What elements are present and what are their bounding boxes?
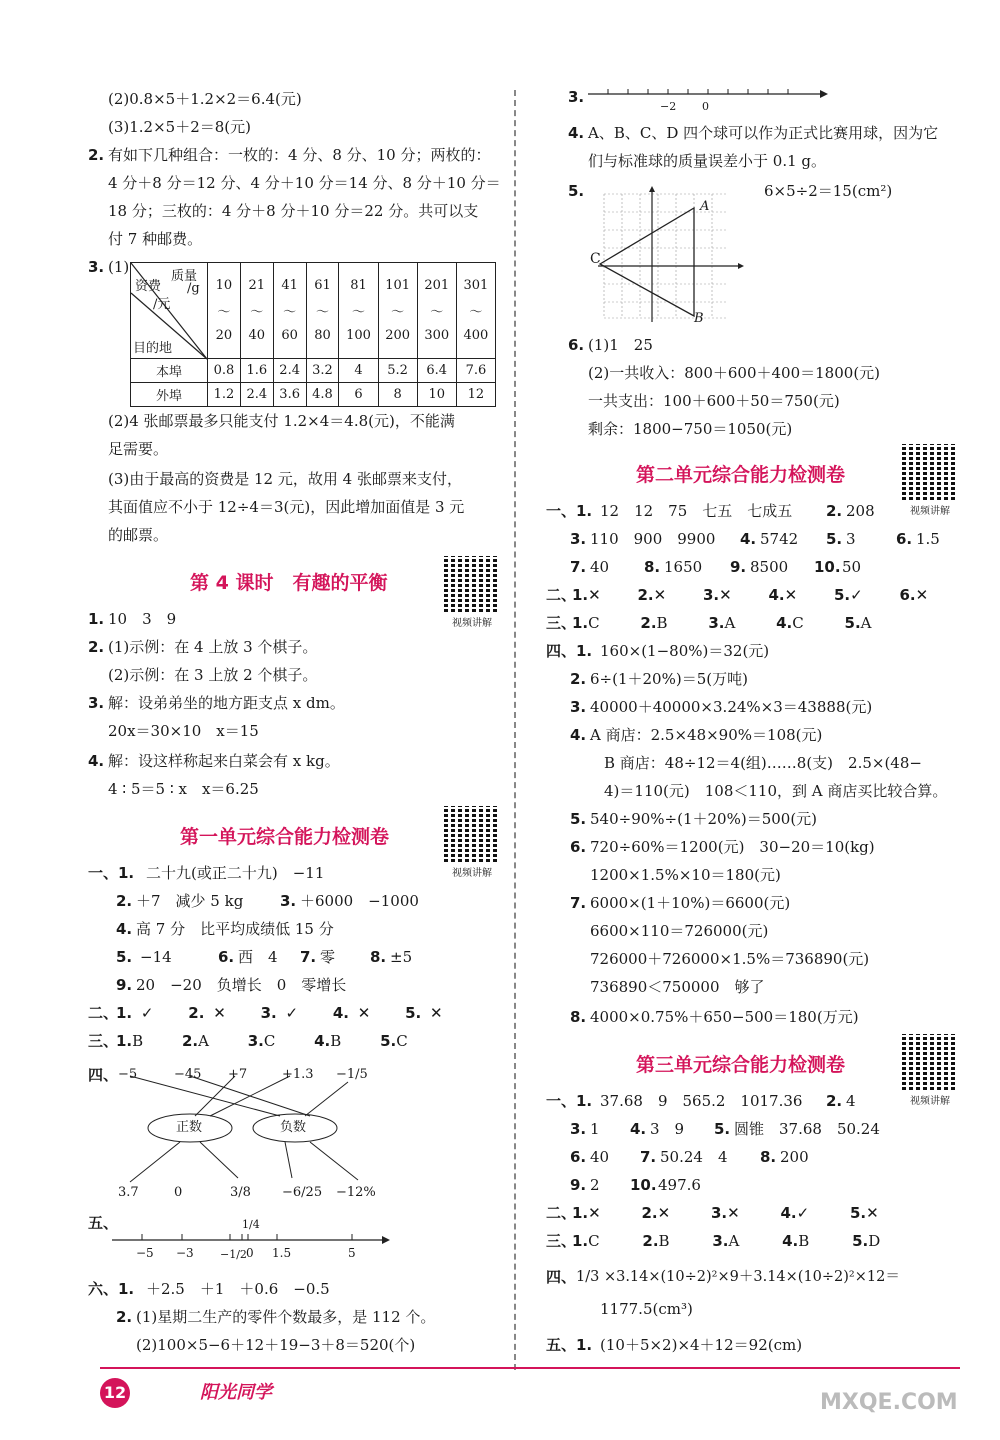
answer-line: (3)由于最高的资费是 12 元，故用 4 张邮票来支付， — [108, 470, 462, 488]
postage-table — [130, 262, 496, 407]
table-cell: 101 ～ 200 — [378, 263, 417, 359]
item-number: 2. — [570, 670, 587, 688]
answer-line: 37.68 9 565.2 1017.36 — [600, 1092, 803, 1110]
answer-line: 1177.5(cm³) — [600, 1300, 693, 1318]
item-number: 3. — [88, 694, 105, 712]
item-number: 1. — [88, 610, 105, 628]
corner-label: 目的地 — [133, 341, 173, 356]
item-number: 二、 — [546, 1204, 577, 1222]
table-cell: 21 ～ 40 — [240, 263, 273, 359]
item-number: 四、 — [88, 1066, 119, 1084]
table-cell: 61 ～ 80 — [306, 263, 339, 359]
answer-line: 4 ∶ 5＝5 ∶ x x＝6.25 — [108, 780, 259, 798]
item-number: 4. — [568, 124, 585, 142]
cloud-number: −5 — [118, 1067, 138, 1082]
item-number: 四、 — [546, 1268, 577, 1286]
answer-line: (2)100×5−6＋12＋19−3＋8＝520(个) — [136, 1336, 416, 1354]
item-number: 8. — [760, 1148, 777, 1166]
row-label: 外埠 — [131, 383, 208, 407]
answer-line: 二十九(或正二十九) −11 — [146, 864, 325, 882]
item-number: 一、1. — [546, 1092, 593, 1110]
item-number: 5. — [714, 1120, 731, 1138]
item-number: 8. — [644, 558, 661, 576]
answer-line: (1) — [108, 258, 130, 276]
cloud-number: +7 — [228, 1067, 248, 1082]
answer-line: 3 9 — [650, 1120, 685, 1138]
table-cell: 3.2 — [306, 359, 339, 383]
answer-line: 4)＝110(元) 108＜110，到 A 商店买比较合算。 — [604, 782, 948, 800]
answer-line: 1.C 2.B 3.A 4.C 5.A — [572, 614, 872, 632]
answer-line: 4000×0.75%＋650−500＝180(万元) — [590, 1008, 859, 1026]
item-number: 7. — [640, 1148, 657, 1166]
cloud-number: 0 — [174, 1185, 183, 1200]
table-cell: 81 ～ 100 — [339, 263, 378, 359]
corner-label: /g — [187, 281, 200, 296]
answer-line: 736890＜750000 够了 — [590, 978, 765, 996]
answer-line: 726000＋726000×1.5%＝736890(元) — [590, 950, 870, 968]
answer-line: (3)1.2×5＋2＝8(元) — [108, 118, 252, 136]
table-cell: 12 — [456, 383, 495, 407]
table-cell: 41 ～ 60 — [273, 263, 306, 359]
answer-line: (10＋5×2)×4＋12＝92(cm) — [600, 1336, 803, 1354]
tick-label: 1/4 — [242, 1218, 260, 1231]
tick-label: −1/2 — [220, 1248, 247, 1261]
answer-line: 6600×110＝726000(元) — [590, 922, 769, 940]
answer-line: 1650 — [664, 558, 703, 576]
item-number: 8. — [570, 1008, 587, 1026]
answer-line: 1200×1.5%×10＝180(元) — [590, 866, 781, 884]
negative-cloud-label: 负数 — [280, 1120, 307, 1135]
tick-label: 0 — [702, 100, 709, 113]
answer-line: 6×5÷2＝15(cm²) — [764, 182, 893, 200]
table-cell: 4 — [339, 359, 378, 383]
cloud-number: 3/8 — [230, 1185, 251, 1200]
answer-line: (2)示例：在 3 上放 2 个棋子。 — [108, 666, 318, 684]
answer-line: 5742 — [760, 530, 799, 548]
answer-line: ＋6000 −1000 — [300, 892, 419, 910]
answer-line: (1)示例：在 4 上放 3 个棋子。 — [108, 638, 318, 656]
qr-label: 视频讲解 — [910, 1096, 950, 1107]
answer-line: 6÷(1＋20%)＝5(万吨) — [590, 670, 748, 688]
tick-label: −3 — [176, 1246, 194, 1260]
answer-line: 1.5 — [916, 530, 940, 548]
watermark: MXQE.COM — [820, 1390, 958, 1415]
answer-line: 3 — [846, 530, 856, 548]
cloud-number: −6/25 — [282, 1185, 323, 1200]
answer-line: 1.✕ 2.✕ 3.✕ 4.✓ 5.✕ — [572, 1204, 879, 1222]
item-number: 3. — [570, 530, 587, 548]
item-number: 10. — [630, 1176, 657, 1194]
answer-line: 付 7 种邮费。 — [108, 230, 203, 248]
section-title: 第一单元综合能力检测卷 — [180, 826, 390, 848]
answer-line: 西 4 — [238, 948, 278, 966]
answer-line: 4 — [846, 1092, 856, 1110]
answer-line: 50 — [842, 558, 862, 576]
item-number: 四、1. — [546, 642, 593, 660]
table-cell: 201 ～ 300 — [417, 263, 456, 359]
answer-line: 10 3 9 — [108, 610, 177, 628]
answer-line: 40 — [590, 1148, 610, 1166]
answer-line: −14 — [140, 948, 172, 966]
qr-code-icon[interactable] — [444, 556, 500, 612]
answer-line: 1 — [590, 1120, 600, 1138]
item-number: 6. — [568, 336, 585, 354]
corner-label: 质量 — [171, 269, 198, 284]
answer-line: ＋2.5 ＋1 ＋0.6 −0.5 — [146, 1280, 330, 1298]
item-number: 10. — [814, 558, 841, 576]
table-cell: 4.8 — [306, 383, 339, 407]
item-number: 4. — [740, 530, 757, 548]
answer-line: (1)1 25 — [588, 336, 653, 354]
item-number: 3. — [88, 258, 105, 276]
item-number: 二、 — [88, 1004, 119, 1022]
item-number: 9. — [116, 976, 133, 994]
item-number: 7. — [570, 894, 587, 912]
table-cell: 301 ～ 400 — [456, 263, 495, 359]
answer-line: 4 分＋8 分＝12 分、4 分＋10 分＝14 分、8 分＋10 分＝ — [108, 174, 501, 192]
table-cell: 1.6 — [240, 359, 273, 383]
answer-line: (2)4 张邮票最多只能支付 1.2×4＝4.8(元)，不能满 — [108, 412, 455, 430]
item-number: 2. — [826, 502, 843, 520]
answer-line: 50.24 4 — [660, 1148, 728, 1166]
item-number: 2. — [116, 892, 133, 910]
point-label: B — [694, 311, 704, 326]
coordinate-grid — [596, 186, 746, 326]
item-number: 一、1. — [88, 864, 135, 882]
item-number: 三、 — [88, 1032, 119, 1050]
answer-line: (1)星期二生产的零件个数最多，是 112 个。 — [136, 1308, 436, 1326]
tick-label: 5 — [348, 1246, 356, 1260]
answer-line: 18 分；三枚的：4 分＋8 分＋10 分＝22 分。共可以支 — [108, 202, 479, 220]
item-number: 2. — [116, 1308, 133, 1326]
item-number: 二、 — [546, 586, 577, 604]
item-number: 8. — [370, 948, 387, 966]
answer-line: 2 — [590, 1176, 600, 1194]
item-number: 4. — [630, 1120, 647, 1138]
page-number: 12 — [100, 1378, 130, 1408]
answer-line: 540÷90%÷(1＋20%)＝500(元) — [590, 810, 818, 828]
item-number: 4. — [116, 920, 133, 938]
item-number: 7. — [300, 948, 317, 966]
item-number: 2. — [88, 638, 105, 656]
cloud-number: 3.7 — [118, 1185, 139, 1200]
row-label: 本埠 — [131, 359, 208, 383]
answer-line: 1. ✓ 2. ✕ 3. ✓ 4. ✕ 5. ✕ — [116, 1004, 443, 1022]
answer-line: 一共支出：100＋600＋50＝750(元) — [588, 392, 840, 410]
item-number: 7. — [570, 558, 587, 576]
item-number: 9. — [730, 558, 747, 576]
answer-line: 零 — [320, 948, 336, 966]
qr-code-icon[interactable] — [444, 806, 500, 862]
item-number: 3. — [568, 88, 585, 106]
item-number: 5. — [116, 948, 133, 966]
qr-label: 视频讲解 — [452, 618, 492, 629]
item-number: 3. — [570, 698, 587, 716]
cloud-number: +1.3 — [282, 1067, 314, 1082]
item-number: 六、1. — [88, 1280, 135, 1298]
table-cell: 0.8 — [208, 359, 241, 383]
answer-line: 8500 — [750, 558, 789, 576]
section-title: 第三单元综合能力检测卷 — [636, 1054, 846, 1076]
answer-line: 12 12 75 七五 七成五 — [600, 502, 793, 520]
answer-line: (2)0.8×5＋1.2×2＝6.4(元) — [108, 90, 302, 108]
answer-line: 解：设弟弟坐的地方距支点 x dm。 — [108, 694, 345, 712]
section-title: 第 4 课时 有趣的平衡 — [190, 572, 388, 594]
corner-label: 资费 — [135, 279, 162, 294]
answer-line: 720÷60%＝1200(元) 30−20＝10(kg) — [590, 838, 875, 856]
cloud-number: −45 — [174, 1067, 202, 1082]
answer-line: 足需要。 — [108, 440, 169, 458]
table-cell: 2.4 — [240, 383, 273, 407]
item-number: 五、1. — [546, 1336, 593, 1354]
answer-line: A 商店：2.5×48×90%＝108(元) — [590, 726, 823, 744]
positive-cloud-label: 正数 — [176, 1120, 203, 1135]
answer-line: 解：设这样称起来白菜会有 x kg。 — [108, 752, 340, 770]
answer-line: A、B、C、D 四个球可以作为正式比赛用球，因为它 — [588, 124, 939, 142]
answer-line: B 商店：48÷12＝4(组)……8(支) 2.5×(48− — [604, 754, 922, 772]
item-number: 2. — [826, 1092, 843, 1110]
tick-label: −2 — [660, 100, 677, 113]
column-divider — [514, 90, 516, 1370]
item-number: 5. — [826, 530, 843, 548]
answer-line: 圆锥 37.68 50.24 — [734, 1120, 880, 1138]
point-label: C — [590, 251, 601, 267]
item-number: 6. — [896, 530, 913, 548]
item-number: 5. — [568, 182, 585, 200]
table-cell: 5.2 — [378, 359, 417, 383]
corner-label: /元 — [153, 297, 171, 312]
answer-line: 40000＋40000×3.24%×3＝43888(元) — [590, 698, 873, 716]
table-cell: 1.2 — [208, 383, 241, 407]
item-number: 6. — [218, 948, 235, 966]
answer-line: 20x＝30×10 x＝15 — [108, 722, 259, 740]
answer-line: ±5 — [390, 948, 413, 966]
table-cell: 2.4 — [273, 359, 306, 383]
item-number: 五、 — [88, 1214, 119, 1232]
answer-line: 们与标准球的质量误差小于 0.1 g。 — [588, 152, 826, 170]
answer-line: 1.C 2.B 3.A 4.B 5.D — [572, 1232, 881, 1250]
answer-line: 高 7 分 比平均成绩低 15 分 — [136, 920, 334, 938]
tick-label: 0 — [246, 1246, 254, 1260]
item-number: 3. — [280, 892, 297, 910]
item-number: 6. — [570, 838, 587, 856]
table-cell: 7.6 — [456, 359, 495, 383]
answer-line: 剩余：1800−750＝1050(元) — [588, 420, 793, 438]
table-cell: 6 — [339, 383, 378, 407]
item-number: 2. — [88, 146, 105, 164]
cloud-number: −12% — [336, 1185, 376, 1200]
answer-line: 160×(1−80%)＝32(元) — [600, 642, 770, 660]
table-cell: 3.6 — [273, 383, 306, 407]
item-number: 三、 — [546, 1232, 577, 1250]
tick-label: −5 — [136, 1246, 154, 1260]
table-cell: 6.4 — [417, 359, 456, 383]
point-label: A — [700, 199, 710, 214]
answer-line: 208 — [846, 502, 875, 520]
tick-label: 1.5 — [272, 1246, 292, 1260]
answer-line: 497.6 — [658, 1176, 701, 1194]
answer-line: 其面值应不小于 12÷4＝3(元)，因此增加面值是 3 元 — [108, 498, 465, 516]
cloud-number: −1/5 — [336, 1067, 368, 1082]
answer-line: 的邮票。 — [108, 526, 169, 544]
answer-line: 40 — [590, 558, 610, 576]
qr-label: 视频讲解 — [452, 868, 492, 879]
answer-line: 1.✕ 2.✕ 3.✕ 4.✕ 5.✓ 6.✕ — [572, 586, 929, 604]
answer-line: 有如下几种组合：一枚的：4 分、8 分、10 分；两枚的： — [108, 146, 491, 164]
item-number: 6. — [570, 1148, 587, 1166]
answer-line: 20 −20 负增长 0 零增长 — [136, 976, 347, 994]
table-cell: 8 — [378, 383, 417, 407]
item-number: 4. — [570, 726, 587, 744]
qr-code-icon[interactable] — [902, 1034, 958, 1090]
item-number: 三、 — [546, 614, 577, 632]
qr-label: 视频讲解 — [910, 506, 950, 517]
answer-line: ＋7 减少 5 kg — [136, 892, 244, 910]
table-cell: 10 ～ 20 — [208, 263, 241, 359]
answer-line: (2)一共收入：800＋600＋400＝1800(元) — [588, 364, 881, 382]
qr-code-icon[interactable] — [902, 444, 958, 500]
item-number: 3. — [570, 1120, 587, 1138]
answer-line: 200 — [780, 1148, 809, 1166]
answer-line: 1/3 ×3.14×(10÷2)²×9＋3.14×(10÷2)²×12＝ — [576, 1269, 900, 1285]
item-number: 9. — [570, 1176, 587, 1194]
section-title: 第二单元综合能力检测卷 — [636, 464, 846, 486]
brand-logo: 阳光同学 — [200, 1382, 272, 1403]
answer-line: 1.B 2.A 3.C 4.B 5.C — [116, 1032, 408, 1050]
answer-line: 6000×(1＋10%)＝6600(元) — [590, 894, 791, 912]
item-number: 4. — [88, 752, 105, 770]
footer-rule — [100, 1367, 960, 1369]
table-cell: 10 — [417, 383, 456, 407]
item-number: 一、1. — [546, 502, 593, 520]
table-corner — [131, 263, 208, 359]
answer-line: 110 900 9900 — [590, 530, 716, 548]
item-number: 5. — [570, 810, 587, 828]
